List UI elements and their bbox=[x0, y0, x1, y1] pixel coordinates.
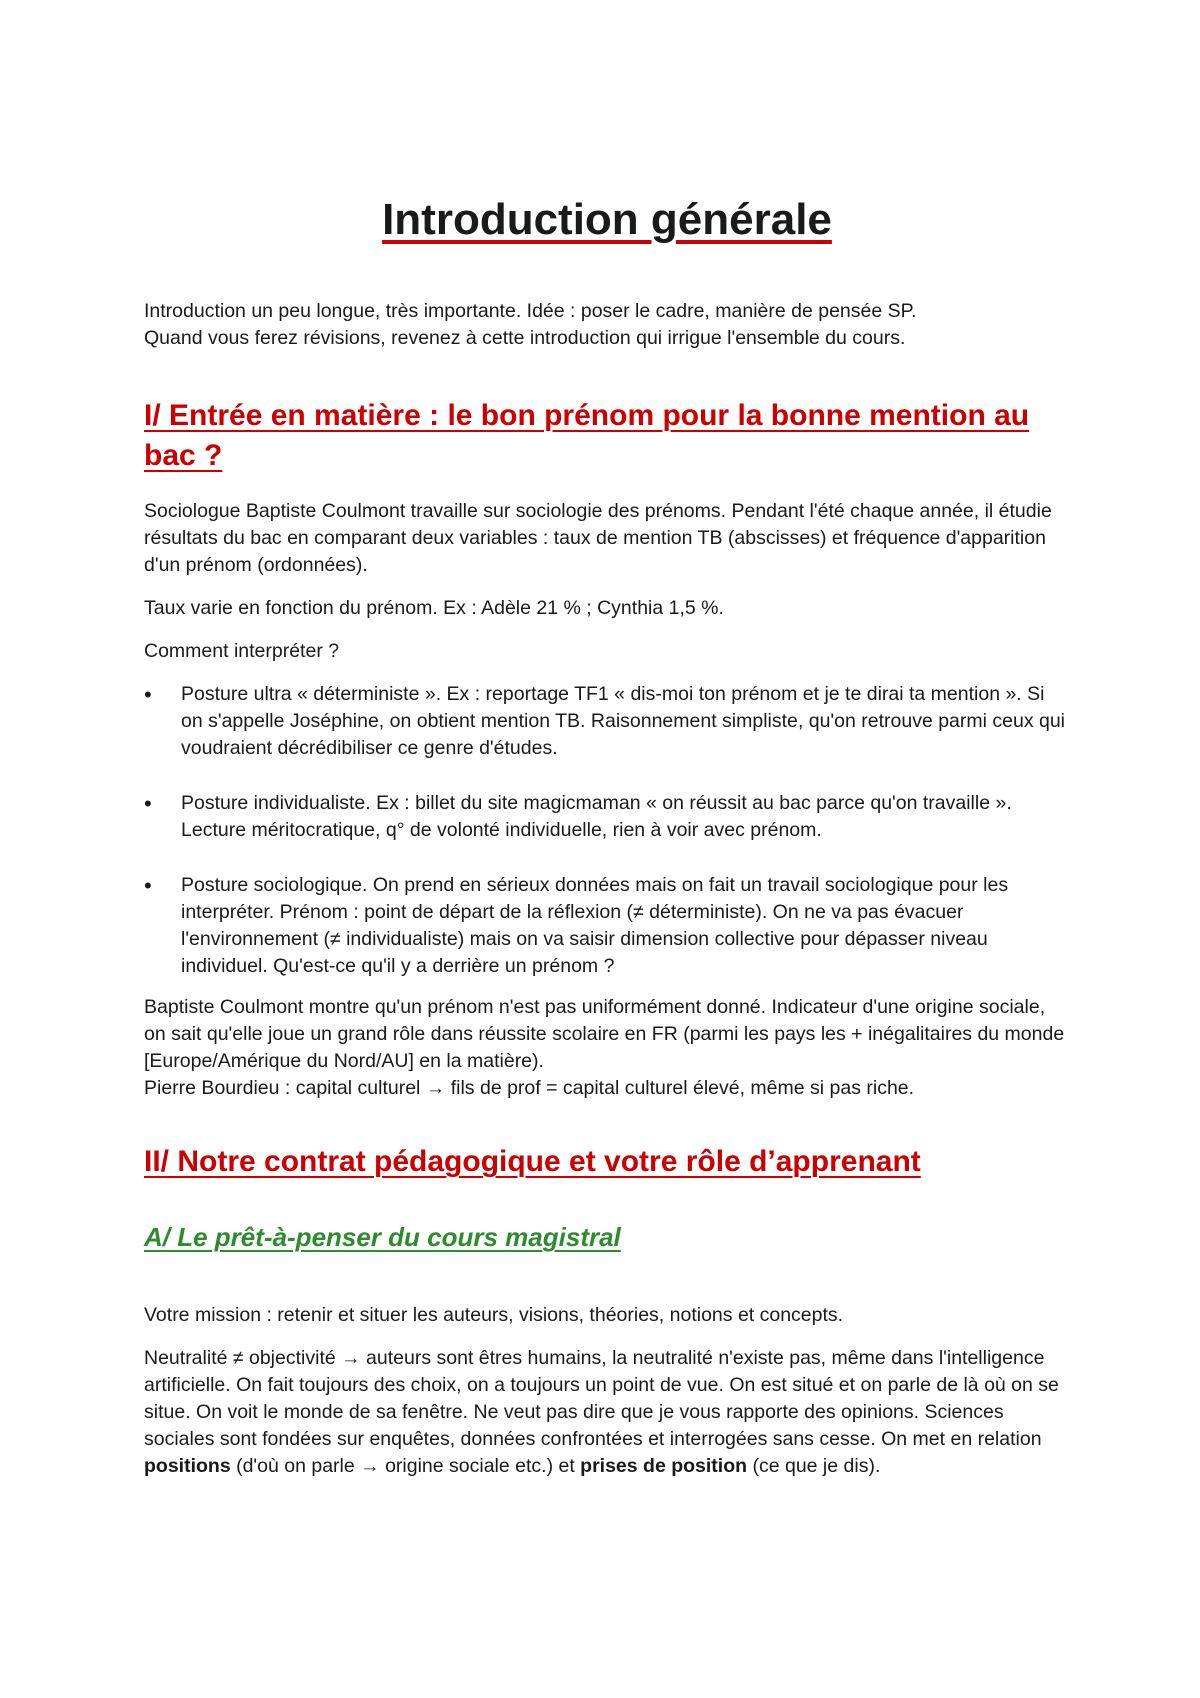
list-item-deterministe: • Posture ultra « déterministe ». Ex : reportage TF1 « dis-moi ton prénom et je te dirai ta mention ». Si on s'appelle Joséphine, on obtient mention TB. Raisonnement simpliste, qu'on retrouve parmi ceux qui voudraient décrédibiliser ce genre d'études. bbox=[144, 681, 1070, 762]
subsection-a-paragraph-1: Votre mission : retenir et situer les auteurs, visions, théories, notions et concepts. bbox=[144, 1304, 844, 1326]
interpretation-list bbox=[144, 681, 1070, 980]
section-1-paragraph-1: Sociologue Baptiste Coulmont travaille sur sociologie des prénoms. Pendant l'été chaque année, il étudie résultats du bac en comparant deux variables : taux de mention TB (abscisses) et fréquence d'apparition d'un prénom (ordonnées). bbox=[144, 500, 1052, 576]
section-1-heading: I/ Entrée en matière : le bon prénom pour la bonne mention au bac ? bbox=[144, 399, 1030, 472]
bold-prises-de-position: prises de position bbox=[580, 1455, 748, 1477]
intro-paragraph bbox=[144, 298, 1070, 352]
section-1-paragraph-2: Taux varie en fonction du prénom. Ex : Adèle 21 % ; Cynthia 1,5 %. bbox=[144, 597, 724, 619]
coulmont-text: Baptiste Coulmont montre qu'un prénom n'est pas uniformément donné. Indicateur d'une origine sociale, on sait qu'elle joue un grand rôle dans réussite scolaire en FR (parmi les pays les + inégalitaires du monde [Europe/Amérique du Nord/AU] en la matière). bbox=[144, 996, 1065, 1072]
intro-line-1: Introduction un peu longue, très importante. Idée : poser le cadre, manière de pensée SP. bbox=[144, 300, 917, 322]
bourdieu-text: Pierre Bourdieu : capital culturel → fils de prof = capital culturel élevé, même si pas riche. bbox=[144, 1077, 915, 1099]
page-title: Introduction générale bbox=[382, 195, 832, 244]
section-2-heading: II/ Notre contrat pédagogique et votre rôle d’apprenant bbox=[144, 1145, 921, 1178]
list-item-sociologique: • Posture sociologique. On prend en sérieux données mais on fait un travail sociologique pour les interpréter. Prénom : point de départ de la réflexion (≠ déterministe). On ne va pas évacuer l'environnement (≠ individualiste) mais on va saisir dimension collective pour dépasser niveau individuel. Qu'est-ce qu'il y a derrière un prénom ? bbox=[144, 872, 1070, 980]
bold-positions: positions bbox=[144, 1455, 231, 1477]
subsection-a-paragraph-2: Neutralité ≠ objectivité → auteurs sont êtres humains, la neutralité n'existe pas, même dans l'intelligence artificielle. On fait toujours des choix, on a toujours un point de vue. On est situé et on parle de là où on se situe. On voit le monde de sa fenêtre. Ne veut pas dire que je vous rapporte des opinions. Sciences sociales sont fondées sur enquêtes, données confrontées et interrogées sans cesse. On met en relation positions (d'où on parle → origine sociale etc.) et prises de position (ce que je dis). bbox=[144, 1347, 1059, 1477]
section-1-paragraph-3: Comment interpréter ? bbox=[144, 640, 340, 662]
intro-line-2: Quand vous ferez révisions, revenez à cette introduction qui irrigue l'ensemble du cours. bbox=[144, 327, 906, 349]
section-1-paragraph-4 bbox=[144, 994, 1070, 1102]
list-item-individualiste: • Posture individualiste. Ex : billet du site magicmaman « on réussit au bac parce qu'on travaille ». Lecture méritocratique, q° de volonté individuelle, rien à voir avec prénom. bbox=[144, 790, 1070, 844]
subsection-a-heading: A/ Le prêt-à-penser du cours magistral bbox=[144, 1222, 621, 1252]
